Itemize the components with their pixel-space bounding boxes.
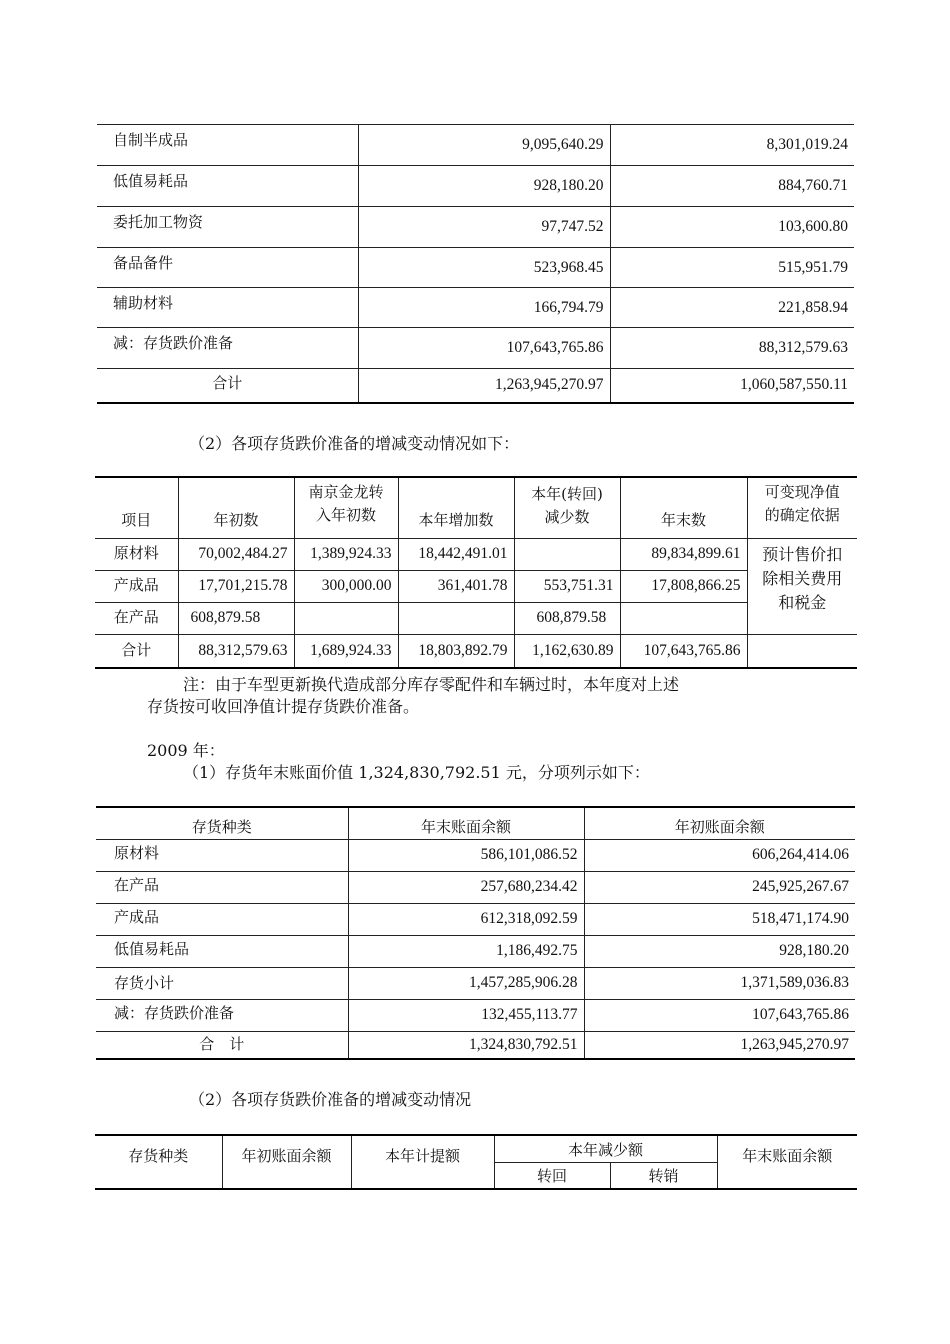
- increase-total: 18,803,892.79: [398, 634, 514, 668]
- year-begin-total: 88,312,579.63: [178, 634, 294, 668]
- year-begin-value: 518,471,174.90: [584, 903, 855, 935]
- table-header-row: [95, 1135, 857, 1162]
- total-row: [96, 1031, 855, 1059]
- year-begin-value: 515,951.79: [610, 248, 854, 288]
- total-row: [95, 634, 857, 668]
- row-label: 在产品: [96, 871, 348, 903]
- header-decrease-l2: 减少数: [544, 507, 590, 526]
- decrease-value: [514, 538, 620, 570]
- year-end-value: 1,186,492.75: [348, 935, 584, 967]
- year-begin-value: 1,371,589,036.83: [584, 967, 855, 999]
- year-end-value: 132,455,113.77: [348, 999, 584, 1031]
- year-end-value: [620, 602, 747, 634]
- year-end-value: 523,968.45: [358, 248, 610, 288]
- table-row: [97, 125, 854, 166]
- year-end-value: 97,747.52: [358, 207, 610, 248]
- basis-text-l2: 除相关费用: [762, 568, 843, 588]
- table-row: [95, 570, 857, 602]
- header-kind: 存货种类: [95, 1135, 222, 1189]
- year-begin-value: 17,701,215.78: [178, 570, 294, 602]
- year-begin-value: 884,760.71: [610, 166, 854, 207]
- header-nanjing-transfer: [294, 477, 398, 538]
- header-year-begin: 年初账面余额: [584, 807, 855, 839]
- section-heading: （1）存货年末账面价值 1,324,830,792.51 元，分项列示如下：: [183, 763, 650, 782]
- increase-value: [398, 602, 514, 634]
- transfer-value: 1,389,924.33: [294, 538, 398, 570]
- table-row: [97, 288, 854, 328]
- table-row: [97, 248, 854, 288]
- header-item: 项目: [95, 477, 178, 538]
- row-label: 存货小计: [96, 967, 348, 999]
- year-end-value: 257,680,234.42: [348, 871, 584, 903]
- total-label: 合 计: [96, 1031, 348, 1059]
- header-provision: 本年计提额: [351, 1135, 494, 1189]
- header-kind: 存货种类: [96, 807, 348, 839]
- year-end-value: 586,101,086.52: [348, 839, 584, 871]
- year-end-total: 107,643,765.86: [620, 634, 747, 668]
- table-row: [97, 166, 854, 207]
- table-row: [96, 871, 855, 903]
- row-label: 委托加工物资: [97, 207, 358, 248]
- header-year-end: 年末账面余额: [348, 807, 584, 839]
- row-label: 在产品: [95, 602, 178, 634]
- decrease-total: 1,162,630.89: [514, 634, 620, 668]
- year-end-value: 928,180.20: [358, 166, 610, 207]
- transfer-value: 300,000.00: [294, 570, 398, 602]
- header-decrease: 本年减少额: [494, 1135, 717, 1162]
- decrease-value: 553,751.31: [514, 570, 620, 602]
- row-label: 减：存货跌价准备: [97, 328, 358, 369]
- year-begin-value: 8,301,019.24: [610, 125, 854, 166]
- header-nanjing-transfer-l2: 入年初数: [315, 505, 376, 524]
- inventory-table-continued: [97, 124, 854, 404]
- year-end-value: 612,318,092.59: [348, 903, 584, 935]
- inventory-table-2009: [96, 806, 855, 1060]
- year-begin-total: 1,263,945,270.97: [584, 1031, 855, 1059]
- row-label: 低值易耗品: [96, 935, 348, 967]
- section-heading: （2）各项存货跌价准备的增减变动情况如下：: [189, 434, 520, 453]
- header-nanjing-transfer-l1: 南京金龙转: [308, 483, 384, 501]
- row-label: 原材料: [96, 839, 348, 871]
- year-end-value: 89,834,899.61: [620, 538, 747, 570]
- table-header-row: [95, 477, 857, 538]
- header-writeoff: 转销: [610, 1162, 717, 1189]
- table-row: [97, 328, 854, 369]
- year-begin-value: 221,858.94: [610, 288, 854, 328]
- header-year-begin: 年初账面余额: [222, 1135, 351, 1189]
- year-end-value: 17,808,866.25: [620, 570, 747, 602]
- table-row: [96, 967, 855, 999]
- basis-cell: [747, 538, 857, 634]
- table-row: [96, 839, 855, 871]
- increase-value: 361,401.78: [398, 570, 514, 602]
- row-label: 产成品: [96, 903, 348, 935]
- note-line-2: 存货按可收回净值计提存货跌价准备。: [147, 697, 420, 716]
- row-label: 产成品: [95, 570, 178, 602]
- header-year-begin: 年初数: [178, 477, 294, 538]
- table-row: [95, 602, 857, 634]
- header-year-end: 年末数: [620, 477, 747, 538]
- year-end-value: 9,095,640.29: [358, 125, 610, 166]
- year-begin-value: 103,600.80: [610, 207, 854, 248]
- impairment-change-table: [95, 476, 857, 669]
- basis-text-l1: 预计售价扣: [762, 544, 843, 564]
- transfer-value: [294, 602, 398, 634]
- header-reversal: 转回: [494, 1162, 610, 1189]
- decrease-value: 608,879.58: [514, 602, 620, 634]
- section-heading: （2）各项存货跌价准备的增减变动情况: [189, 1090, 472, 1109]
- transfer-total: 1,689,924.33: [294, 634, 398, 668]
- table-row: [96, 935, 855, 967]
- row-label: 备品备件: [97, 248, 358, 288]
- row-label: 自制半成品: [97, 125, 358, 166]
- row-label: 辅助材料: [97, 288, 358, 328]
- row-label: 减：存货跌价准备: [96, 999, 348, 1031]
- year-end-value: 166,794.79: [358, 288, 610, 328]
- table-header-row: [96, 807, 855, 839]
- header-basis-l1: 可变现净值: [764, 483, 840, 501]
- table-row: [96, 903, 855, 935]
- year-end-total: 1,263,945,270.97: [358, 369, 610, 403]
- header-basis-l2: 的确定依据: [764, 505, 840, 524]
- year-begin-value: 606,264,414.06: [584, 839, 855, 871]
- total-label: 合计: [97, 369, 358, 403]
- table-row: [97, 207, 854, 248]
- header-basis: [747, 477, 857, 538]
- header-year-end: 年末账面余额: [717, 1135, 857, 1189]
- table-row: [96, 999, 855, 1031]
- total-label: 合计: [95, 634, 178, 668]
- year-begin-value: 107,643,765.86: [584, 999, 855, 1031]
- basis-text-l3: 和税金: [778, 592, 827, 612]
- impairment-change-table-2009: [95, 1134, 857, 1190]
- year-begin-value: 88,312,579.63: [610, 328, 854, 369]
- year-end-value: 1,457,285,906.28: [348, 967, 584, 999]
- header-decrease: [514, 477, 620, 538]
- year-end-total: 1,324,830,792.51: [348, 1031, 584, 1059]
- note-line-1: 注：由于车型更新换代造成部分库存零配件和车辆过时，本年度对上述: [183, 675, 680, 694]
- total-row: [97, 369, 854, 403]
- year-heading: 2009 年：: [147, 741, 225, 760]
- empty-cell: [747, 634, 857, 668]
- header-decrease-l1: 本年(转回): [531, 485, 603, 503]
- year-begin-value: 245,925,267.67: [584, 871, 855, 903]
- year-end-value: 107,643,765.86: [358, 328, 610, 369]
- year-begin-value: 608,879.58: [178, 602, 294, 634]
- year-begin-total: 1,060,587,550.11: [610, 369, 854, 403]
- increase-value: 18,442,491.01: [398, 538, 514, 570]
- header-increase: 本年增加数: [398, 477, 514, 538]
- year-begin-value: 928,180.20: [584, 935, 855, 967]
- year-begin-value: 70,002,484.27: [178, 538, 294, 570]
- row-label: 低值易耗品: [97, 166, 358, 207]
- row-label: 原材料: [95, 538, 178, 570]
- table-row: [95, 538, 857, 570]
